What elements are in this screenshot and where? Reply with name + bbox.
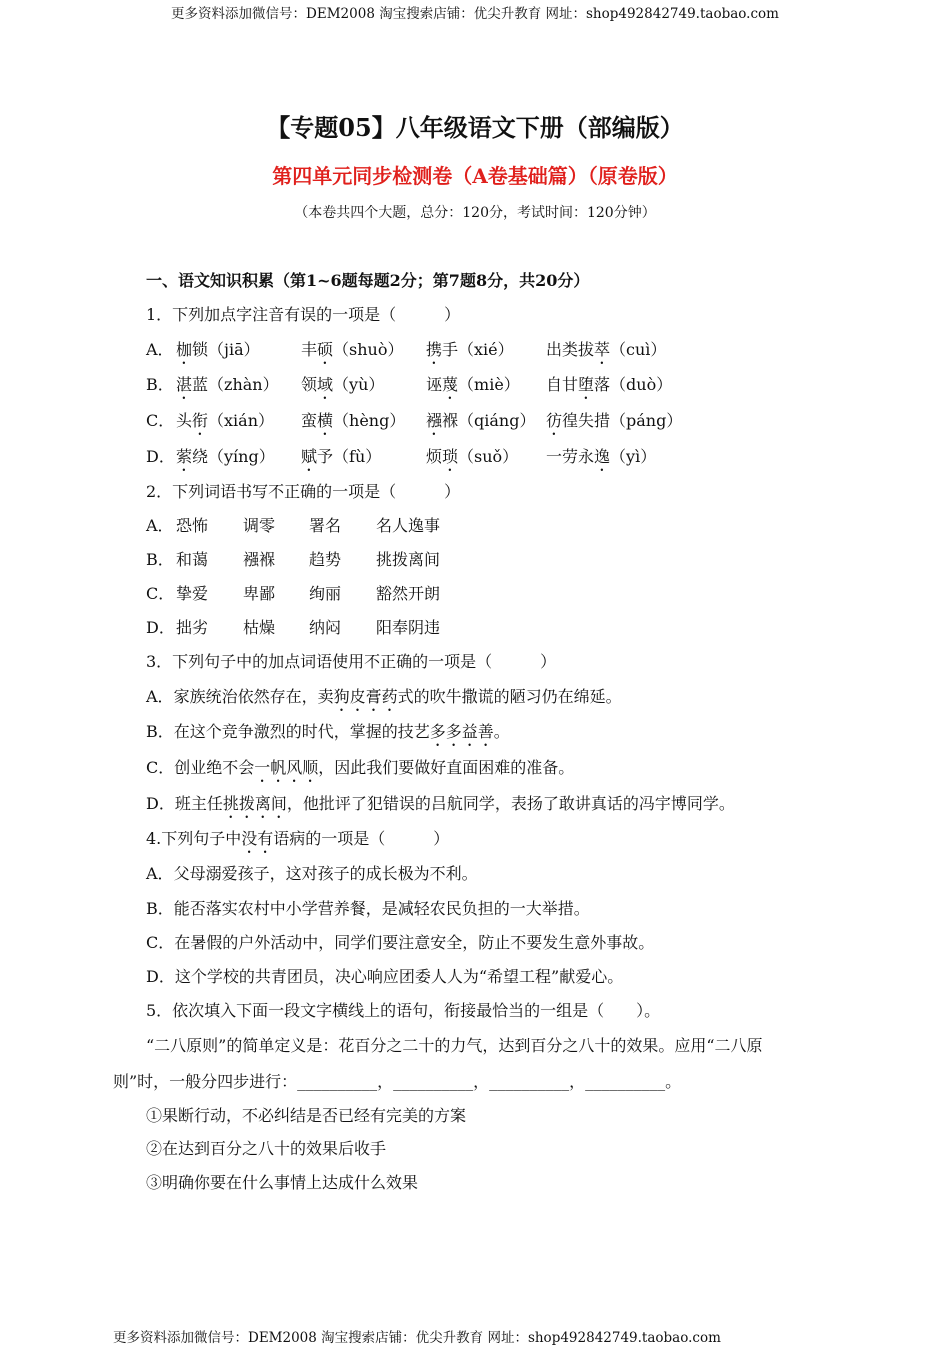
item-post: 徨失措（páng） (562, 411, 683, 430)
q1-option-item (176, 411, 274, 439)
q1-option-item (546, 411, 682, 439)
q5-paragraph-line2: 则”时，一般分四步进行：__________，__________，__________，__________。 (113, 1072, 682, 1091)
option-label: C． (146, 758, 175, 777)
item-dotted-char: 萃 (594, 340, 611, 359)
item-dotted-char: 枷 (176, 340, 193, 359)
q4-stem-post: 语病的一项是（ ） (273, 829, 450, 848)
option-label: D． (146, 618, 175, 637)
item-post: 褓（qiáng） (442, 411, 536, 430)
q1-option-item (176, 447, 275, 475)
q4-stem (146, 829, 449, 857)
q1-option-item (176, 375, 279, 403)
item-dotted-char: 携 (426, 340, 443, 359)
option-label: D． (146, 967, 175, 986)
header-ad-text: 更多资料添加微信号：DEM2008 淘宝搜索店铺：优尖升教育 网址：shop492842749.taobao.com (171, 6, 779, 22)
q4-option-row (146, 899, 590, 919)
q2-word: 绚丽 (309, 584, 342, 603)
item-dotted-char: 堕 (578, 375, 595, 394)
item-post: （hèng） (333, 411, 406, 430)
q2-word: 襁褓 (243, 550, 276, 569)
sentence-post: ，他批评了犯错误的吕航同学，表扬了敢讲真话的冯宇博同学。 (286, 794, 735, 813)
q2-word: 豁然开朗 (376, 584, 441, 603)
item-dotted-char: 湛 (176, 375, 193, 394)
item-pre: 丰 (301, 340, 318, 359)
sentence-dotted-phrase: 多多益善 (429, 722, 494, 741)
item-post: 予（fù） (317, 447, 382, 466)
item-post: （miè） (458, 375, 520, 394)
q1-option-item (176, 340, 260, 368)
option-label: D． (146, 447, 175, 466)
item-pre: 诬 (426, 375, 443, 394)
option-label: C． (146, 411, 175, 430)
q1-option-item (301, 375, 384, 403)
option-label: B． (146, 550, 174, 569)
option-text: 能否落实农村中小学营养餐，是减轻农民负担的一大举措。 (173, 899, 590, 918)
q2-word: 趋势 (309, 550, 342, 569)
q1-option-item (426, 375, 520, 403)
q1-option-item (426, 411, 535, 439)
option-label: A． (146, 340, 174, 359)
sentence-post: ，因此我们要做好直面困难的准备。 (318, 758, 575, 777)
q1-option-item (426, 447, 518, 475)
q1-option-item (426, 340, 514, 368)
item-post: （yù） (333, 375, 385, 394)
item-pre: 领 (301, 375, 318, 394)
q2-word: 枯燥 (243, 618, 276, 637)
q5-stem: 5．依次填入下面一段文字横线上的语句，衔接最恰当的一组是（ ）。 (146, 1001, 661, 1020)
q3-option-row (146, 722, 510, 750)
page-subtitle: 第四单元同步检测卷（A卷基础篇）（原卷版） (272, 164, 678, 188)
q1-option-item (546, 375, 672, 403)
q2-word: 拙劣 (176, 618, 209, 637)
item-dotted-char: 襁 (426, 411, 443, 430)
item-dotted-char: 硕 (317, 340, 334, 359)
item-post: （suǒ） (458, 447, 519, 466)
option-label: A． (146, 864, 174, 883)
option-label: C． (146, 933, 175, 952)
item-dotted-char: 赋 (301, 447, 318, 466)
option-text: 这个学校的共青团员，决心响应团委人人为“希望工程”献爱心。 (174, 967, 624, 986)
q3-option-row (146, 794, 735, 822)
q4-stem-dotted: 没有 (241, 829, 274, 848)
page-title: 【专题05】八年级语文下册（部编版） (266, 113, 684, 142)
q2-word: 纳闷 (309, 618, 342, 637)
q1-option-item (546, 447, 656, 475)
item-dotted-char: 萦 (176, 447, 193, 466)
item-post: （cuì） (610, 340, 667, 359)
q2-word: 挑拨离间 (376, 550, 441, 569)
section1-heading: 一、语文知识积累（第1~6题每题2分；第7题8分，共20分） (146, 271, 590, 290)
option-label: B． (146, 722, 174, 741)
q1-option-item (301, 411, 405, 439)
item-post: 蓝（zhàn） (192, 375, 279, 394)
q2-word: 挚爱 (176, 584, 209, 603)
q1-option-item (301, 447, 381, 475)
option-text: 父母溺爱孩子，这对孩子的成长极为不利。 (173, 864, 478, 883)
item-post: （xián） (208, 411, 275, 430)
item-pre: 出类拔 (546, 340, 595, 359)
sentence-dotted-phrase: 一帆风顺 (254, 758, 319, 777)
q4-option-row (146, 967, 623, 987)
item-post: （yì） (610, 447, 657, 466)
q5-list-item: ③明确你要在什么事情上达成什么效果 (146, 1173, 419, 1192)
item-dotted-char: 蔑 (442, 375, 459, 394)
sentence-pre: 班主任 (174, 794, 223, 813)
option-label: A． (146, 516, 174, 535)
option-label: C． (146, 584, 175, 603)
item-post: （shuò） (333, 340, 404, 359)
q3-stem: 3．下列句子中的加点词语使用不正确的一项是（ ） (146, 652, 557, 671)
q1-option-item (301, 340, 404, 368)
item-dotted-char: 逸 (594, 447, 611, 466)
q1-stem: 1．下列加点字注音有误的一项是（ ） (146, 305, 461, 324)
item-dotted-char: 琐 (442, 447, 459, 466)
item-dotted-char: 彷 (546, 411, 563, 430)
q2-word: 恐怖 (176, 516, 209, 535)
q4-option-row (146, 933, 654, 953)
item-dotted-char: 横 (317, 411, 334, 430)
sentence-dotted-phrase: 狗皮膏药 (333, 687, 398, 706)
item-pre: 自甘 (546, 375, 579, 394)
option-label: B． (146, 375, 174, 394)
item-post: 手（xié） (442, 340, 514, 359)
q5-list-item: ②在达到百分之八十的效果后收手 (146, 1139, 387, 1158)
exam-note: （本卷共四个大题，总分：120分，考试时间：120分钟） (294, 205, 656, 221)
q5-list-item: ①果断行动，不必纠结是否已经有完美的方案 (146, 1106, 467, 1125)
q2-word: 调零 (243, 516, 276, 535)
q4-stem-pre: 4.下列句子中 (146, 829, 242, 848)
option-text: 在暑假的户外活动中，同学们要注意安全，防止不要发生意外事故。 (174, 933, 655, 952)
option-label: B． (146, 899, 174, 918)
q4-option-row (146, 864, 478, 884)
option-label: D． (146, 794, 175, 813)
q1-option-item (546, 340, 666, 368)
item-pre: 烦 (426, 447, 443, 466)
sentence-pre: 创业绝不会 (174, 758, 255, 777)
q2-word: 名人逸事 (376, 516, 441, 535)
option-label: A． (146, 687, 174, 706)
item-post: 锁（jiā） (192, 340, 260, 359)
q5-paragraph-line1: “二八原则”的简单定义是：花百分之二十的力气，达到百分之八十的效果。应用“二八原 (146, 1036, 763, 1055)
item-dotted-char: 域 (317, 375, 334, 394)
q2-stem: 2．下列词语书写不正确的一项是（ ） (146, 482, 461, 501)
item-pre: 一劳永 (546, 447, 595, 466)
item-pre: 头 (176, 411, 193, 430)
q2-word: 阳奉阴违 (376, 618, 441, 637)
sentence-post: 。 (493, 722, 510, 741)
sentence-dotted-phrase: 挑拨离间 (222, 794, 287, 813)
item-pre: 蛮 (301, 411, 318, 430)
footer-ad-text: 更多资料添加微信号：DEM2008 淘宝搜索店铺：优尖升教育 网址：shop492842749.taobao.com (113, 1330, 721, 1346)
item-post: 落（duò） (594, 375, 673, 394)
q2-word: 署名 (309, 516, 342, 535)
q3-option-row (146, 687, 622, 715)
sentence-pre: 家族统治依然存在，卖 (173, 687, 334, 706)
sentence-pre: 在这个竞争激烈的时代，掌握的技艺 (173, 722, 430, 741)
q3-option-row (146, 758, 574, 786)
q2-word: 和蔼 (176, 550, 209, 569)
item-dotted-char: 衔 (192, 411, 209, 430)
item-post: 绕（yíng） (192, 447, 275, 466)
sentence-post: 式的吹牛撒谎的陋习仍在绵延。 (397, 687, 622, 706)
q2-word: 卑鄙 (243, 584, 276, 603)
